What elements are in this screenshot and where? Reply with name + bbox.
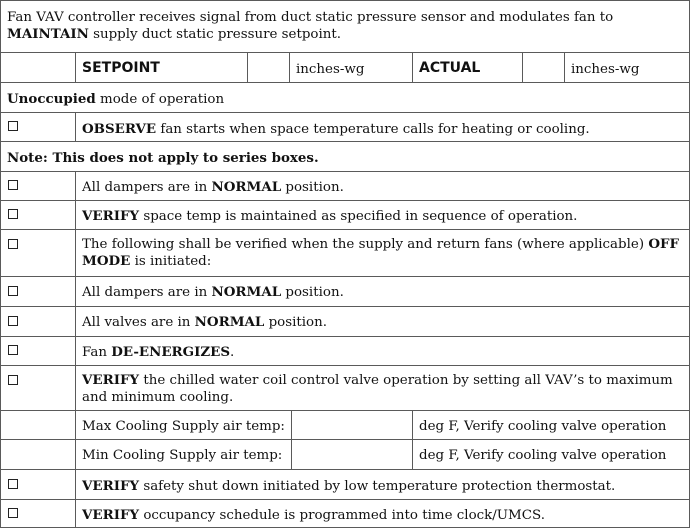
dampers-1-text: All dampers are in NORMAL position. [82,179,344,195]
fan-checkbox[interactable] [8,345,18,355]
item-text-cell [75,230,689,276]
max-cooling-label-cell [75,411,291,439]
verify-space-text: VERIFY space temp is maintained as specified in sequence of operation. [82,208,578,224]
checkbox-cell [1,470,75,499]
max-cooling-value-field[interactable] [291,411,412,439]
observe-text: OBSERVE fan starts when space temperature calls for heating or cooling. [82,121,590,137]
item-text-cell [75,113,689,141]
min-cooling-unit: deg F, Verify cooling valve operation [419,448,667,463]
checkbox-cell [1,201,75,229]
fan-text: Fan DE-ENERGIZES. [82,344,235,360]
max-cooling-row [1,410,689,439]
setpoint-unit-cell [289,53,412,82]
intro-row [1,1,689,52]
shutdown-checkbox[interactable] [8,479,18,489]
actual-unit: inches-wg [571,62,640,77]
item-text-cell [75,470,689,499]
item-text-cell [75,337,689,365]
dampers-2-text: All dampers are in NORMAL position. [82,284,344,300]
verify-space-temp-row [1,200,689,229]
item-text-cell [75,172,689,200]
note-row [1,141,689,171]
checkbox-cell [1,277,75,306]
chilled-water-text: VERIFY the chilled water coil control valve operation by setting all VAV’s to maximum and minimum cooling. [82,372,673,405]
checkbox-cell [1,500,75,527]
min-cooling-unit-cell [412,440,689,469]
dampers-normal-row-2 [1,276,689,306]
schedule-text: VERIFY occupancy schedule is programmed into time clock/UMCS. [82,507,545,523]
checkbox-cell [1,172,75,200]
valves-normal-row [1,306,689,336]
empty-cell [1,411,75,439]
checkbox-cell [1,337,75,365]
fan-de-energizes-row [1,336,689,365]
empty-cell [1,440,75,469]
note-text: Note: This does not apply to series boxes. [7,150,319,166]
verify-chilled-water-row [1,365,689,410]
dampers-normal-row-1 [1,171,689,200]
off-mode-checkbox[interactable] [8,239,18,249]
min-cooling-value-field[interactable] [291,440,412,469]
unoccupied-heading: Unoccupied mode of operation [7,91,225,107]
occupancy-schedule-row [1,499,689,527]
min-cooling-row [1,439,689,469]
setpoint-empty-cell [1,53,75,82]
dampers-1-checkbox[interactable] [8,180,18,190]
schedule-checkbox[interactable] [8,508,18,518]
verify-space-checkbox[interactable] [8,209,18,219]
max-cooling-unit-cell [412,411,689,439]
max-cooling-label: Max Cooling Supply air temp: [82,419,285,434]
min-cooling-label: Min Cooling Supply air temp: [82,448,283,463]
setpoint-value-field[interactable] [247,53,289,82]
max-cooling-unit: deg F, Verify cooling valve operation [419,419,667,434]
actual-label-cell [412,53,522,82]
item-text-cell [75,201,689,229]
actual-value-field[interactable] [522,53,564,82]
checkbox-cell [1,230,75,276]
checkbox-cell [1,113,75,141]
actual-label: ACTUAL [419,60,481,76]
observe-row [1,112,689,141]
setpoint-unit: inches-wg [296,62,365,77]
actual-unit-cell [564,53,689,82]
min-cooling-label-cell [75,440,291,469]
item-text-cell [75,307,689,336]
shutdown-text: VERIFY safety shut down initiated by low temperature protection thermostat. [82,478,616,494]
observe-checkbox[interactable] [8,121,18,131]
setpoint-label: SETPOINT [82,60,160,76]
valves-text: All valves are in NORMAL position. [82,314,327,330]
chilled-water-checkbox[interactable] [8,375,18,385]
item-text-cell [75,500,689,527]
checkbox-cell [1,366,75,410]
off-mode-text: The following shall be verified when the supply and return fans (where applicable) OFF MODE is initiated: [82,236,679,269]
unoccupied-row [1,82,689,112]
off-mode-row [1,229,689,276]
dampers-2-checkbox[interactable] [8,286,18,296]
item-text-cell [75,277,689,306]
valves-checkbox[interactable] [8,316,18,326]
checkbox-cell [1,307,75,336]
setpoint-label-cell [75,53,247,82]
safety-shutdown-row [1,469,689,499]
item-text-cell [75,366,689,410]
setpoint-row [1,52,689,82]
intro-text: Fan VAV controller receives signal from duct static pressure sensor and modulates fan to MAINTAIN supply duct static pressure setpoint. [7,10,614,42]
